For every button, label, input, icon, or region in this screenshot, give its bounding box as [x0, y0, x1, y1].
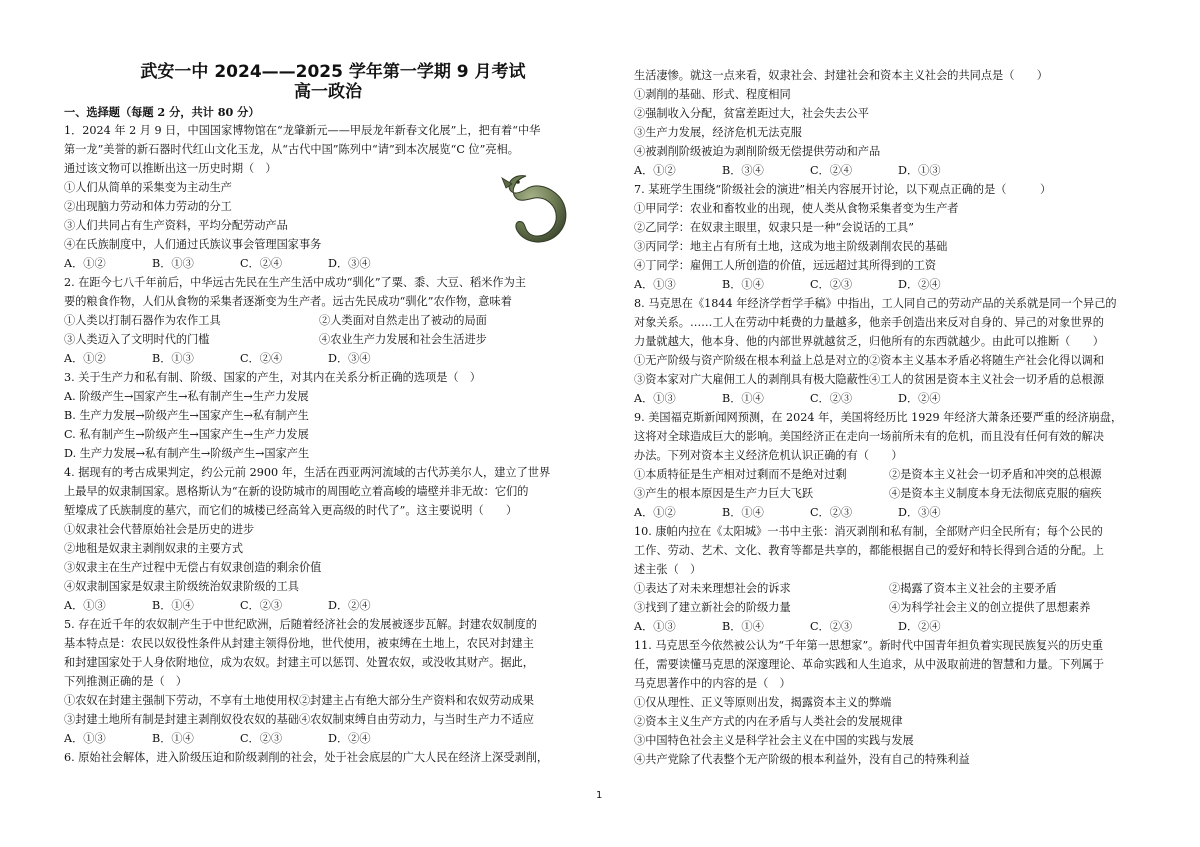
question-line: ③丙同学：地主占有所有土地，这成为地主阶级剥削农民的基础 [634, 240, 948, 253]
answer-option: D．①③ [898, 164, 941, 177]
section-heading: 一、选择题（每题 2 分，共计 80 分） [64, 105, 260, 119]
statement-item: ③产生的根本原因是生产力巨大飞跃 [634, 487, 814, 500]
statement-item: ①人类以打制石器作为农作工具 [64, 314, 221, 327]
answer-option: D．③④ [898, 506, 941, 519]
answer-option: C．②③ [240, 599, 283, 612]
answer-options [634, 617, 1162, 636]
question-line: 通过该文物可以推断出这一历史时期（ ） [64, 162, 277, 175]
answer-option: D．③④ [328, 257, 371, 270]
question-line: ③封建土地所有制是封建主剥削奴役农奴的基础④农奴制束缚自由劳动力，与当时生产力不适应 [64, 713, 534, 726]
answer-option: C．②③ [810, 620, 853, 633]
answer-option: A．①② [64, 257, 106, 270]
question-line: ④在氏族制度中，人们通过氏族议事会管理国家事务 [64, 238, 322, 251]
question-line: 这将对全球造成巨大的影响。美国经济正在走向一场前所未有的危机，而且没有任何有效的解决 [634, 430, 1104, 443]
question-line: 和封建国家处于人身依附地位，成为农奴。封建主可以惩罚、处置农奴，或没收其财产。据此， [64, 656, 534, 669]
question-line: ③中国特色社会主义是科学社会主义在中国的实践与发展 [634, 734, 914, 747]
answer-option: A．①③ [64, 732, 106, 745]
question-line: 下列推测正确的是（ ） [64, 675, 188, 688]
answer-option: A．①③ [634, 392, 676, 405]
statement-item: ④农业生产力发展和社会生活进步 [319, 333, 487, 346]
answer-option: A．①② [634, 164, 676, 177]
question-line: 6. 原始社会解体，进入阶级压迫和阶级剥削的社会，处于社会底层的广大人民在经济上深受剥削， [64, 751, 549, 764]
statement-pair [634, 484, 1162, 503]
question-line: 11. 马克思至今依然被公认为“千年第一思想家”。新时代中国青年担负着实现民族复兴的历史重 [634, 639, 1104, 652]
statement-pair [64, 311, 592, 330]
question-line: ③资本家对广大雇佣工人的剥削具有极大隐蔽性④工人的贫困是资本主义社会一切矛盾的总根源 [634, 373, 1104, 386]
question-line: ④共产党除了代表整个无产阶级的根本利益外，没有自己的特殊利益 [634, 753, 970, 766]
answer-option: C．②③ [810, 392, 853, 405]
right-question-body [634, 66, 1162, 769]
answer-option: C．②④ [240, 352, 283, 365]
question-line: 第一龙”美誉的新石器时代红山文化玉龙，从“古代中国”陈列中“请”到本次展览“C 位”亮相。 [64, 143, 519, 156]
question-line: ①仅从理性、正义等原则出发，揭露资本主义的弊端 [634, 696, 892, 709]
statement-item: ②是资本主义社会一切矛盾和冲突的总根源 [889, 468, 1102, 481]
statement-item: ①表达了对未来理想社会的诉求 [634, 582, 791, 595]
statement-item: ④为科学社会主义的创立提供了思想素养 [889, 601, 1091, 614]
statement-item: ③找到了建立新社会的阶级力量 [634, 601, 791, 614]
question-line: 力量就越大，他本身、他的内部世界就越贫乏，归他所有的东西就越少。由此可以推断（ ） [634, 335, 1104, 348]
answer-option: B．①④ [722, 278, 764, 291]
answer-option: A．①② [64, 352, 106, 365]
question-line: ③人们共同占有生产资料，平均分配劳动产品 [64, 219, 288, 232]
question-line: ②出现脑力劳动和体力劳动的分工 [64, 200, 232, 213]
statement-item: ②人类面对自然走出了被动的局面 [319, 314, 487, 327]
answer-options [64, 729, 592, 748]
question-line: ①剥削的基础、形式、程度相同 [634, 88, 791, 101]
question-line: ③奴隶主在生产过程中无偿占有奴隶创造的剩余价值 [64, 561, 322, 574]
statement-item: ②揭露了资本主义社会的主要矛盾 [889, 582, 1057, 595]
question-line: 要的粮食作物，人们从食物的采集者逐渐变为生产者。远古先民成功“驯化”农作物，意味着 [64, 295, 512, 308]
right-column [634, 66, 1162, 769]
answer-options [634, 389, 1162, 408]
exam-title: 武安一中 2024——2025 学年第一学期 9 月考试 [140, 62, 526, 82]
answer-option: D．②④ [898, 620, 941, 633]
answer-option: D．②④ [898, 392, 941, 405]
answer-options [634, 161, 1162, 180]
question-line: 工作、劳动、艺术、文化、教育等都是共享的，都能根据自己的爱好和特长得到合适的分配。上 [634, 544, 1104, 557]
answer-options [64, 349, 592, 368]
question-line: ②资本主义生产方式的内在矛盾与人类社会的发展规律 [634, 715, 903, 728]
question-line: 5. 存在近千年的农奴制产生于中世纪欧洲，后随着经济社会的发展被逐步瓦解。封建农奴制度的 [64, 618, 537, 631]
answer-option: D．②④ [328, 599, 371, 612]
question-line: ①甲同学：农业和畜牧业的出现，使人类从食物采集者变为生产者 [634, 202, 959, 215]
question-line: 9. 美国福克斯新闻网预测，在 2024 年，美国将经历比 1929 年经济大萧条还要严重的经济崩盘， [634, 411, 1123, 424]
question-line: 基本特点是：农民以奴役性条件从封建主领得份地，世代使用，被束缚在土地上，农民对封建主 [64, 637, 534, 650]
question-line: 马克思著作中的内容的是（ ） [634, 677, 791, 690]
answer-option: C．②④ [240, 257, 283, 270]
question-line: C. 私有制产生→阶级产生→国家产生→生产力发展 [64, 428, 309, 441]
exam-subtitle: 高一政治 [294, 82, 362, 102]
question-line: 办法。下列对资本主义经济危机认识正确的有（ ） [634, 449, 903, 462]
statement-pair [634, 579, 1162, 598]
question-line: 8. 马克思在《1844 年经济学哲学手稿》中指出，工人同自己的劳动产品的关系就是同一个异己的 [634, 297, 1117, 310]
answer-option: B．①④ [152, 732, 194, 745]
question-line: 任，需要读懂马克思的深邃理论、革命实践和人生追求，从中汲取前进的智慧和力量。下列属于 [634, 658, 1104, 671]
statement-pair [64, 330, 592, 349]
question-line: ③生产力发展，经济危机无法克服 [634, 126, 802, 139]
question-line: ②乙同学：在奴隶主眼里，奴隶只是一种“会说话的工具” [634, 221, 914, 234]
question-line: ①无产阶级与资产阶级在根本利益上总是对立的②资本主义基本矛盾必将随生产社会化得以调和 [634, 354, 1104, 367]
question-line: A. 阶级产生→国家产生→私有制产生→生产力发展 [64, 390, 309, 403]
answer-option: B．①④ [722, 620, 764, 633]
question-line: ①奴隶社会代替原始社会是历史的进步 [64, 523, 255, 536]
answer-option: A．①③ [634, 620, 676, 633]
question-line: B. 生产力发展→阶级产生→国家产生→私有制产生 [64, 409, 309, 422]
question-line: 4. 据现有的考古成果判定，约公元前 2900 年，生活在西亚两河流域的古代苏美尔人，建立了世界 [64, 466, 551, 479]
question-line: ②地租是奴隶主剥削奴隶的主要方式 [64, 542, 244, 555]
question-line: 生活凄惨。就这一点来看，奴隶社会、封建社会和资本主义社会的共同点是（ ） [634, 69, 1048, 82]
answer-option: B．①③ [152, 257, 194, 270]
question-line: ①人们从简单的采集变为主动生产 [64, 181, 232, 194]
question-line: 1．2024 年 2 月 9 日，中国国家博物馆在“龙肇新元——甲辰龙年新春文化展”上，把有着“中华 [64, 124, 541, 137]
question-line: 堑壕成了氏族制度的墓穴，而它们的城楼已经高耸入更高级的时代了”。这主要说明（ ） [64, 504, 518, 517]
answer-options [64, 254, 592, 273]
question-line: 7. 某班学生围绕“阶级社会的演进”相关内容展开讨论，以下观点正确的是（ ） [634, 183, 1052, 196]
answer-option: C．②③ [810, 278, 853, 291]
answer-option: D．②④ [898, 278, 941, 291]
question-line: 2. 在距今七八千年前后，中华远古先民在生产生活中成功“驯化”了粟、黍、大豆、稻米作为主 [64, 276, 526, 289]
statement-item: ④是资本主义制度本身无法彻底克服的痼疾 [889, 487, 1102, 500]
question-line: ①农奴在封建主强制下劳动，不享有土地使用权②封建主占有绝大部分生产资料和农奴劳动成果 [64, 694, 534, 707]
answer-options [64, 596, 592, 615]
answer-option: B．①③ [152, 352, 194, 365]
jade-dragon-image [496, 166, 582, 252]
question-line: ④奴隶制国家是奴隶主阶级统治奴隶阶级的工具 [64, 580, 299, 593]
question-line: 10. 康帕内拉在《太阳城》一书中主张：消灭剥削和私有制，全部财产归全民所有；每个公民的 [634, 525, 1103, 538]
statement-pair [634, 598, 1162, 617]
answer-option: B．③④ [722, 164, 764, 177]
question-line: ④丁同学：雇佣工人所创造的价值，远远超过其所得到的工资 [634, 259, 937, 272]
answer-option: D．②④ [328, 732, 371, 745]
question-line: D. 生产力发展→私有制产生→阶级产生→国家产生 [64, 447, 310, 460]
answer-option: B．①④ [722, 392, 764, 405]
answer-option: A．①③ [634, 278, 676, 291]
statement-item: ③人类迈入了文明时代的门槛 [64, 333, 210, 346]
answer-option: C．②③ [240, 732, 283, 745]
question-line: ④被剥削阶级被迫为剥削阶级无偿提供劳动和产品 [634, 145, 881, 158]
answer-option: D．③④ [328, 352, 371, 365]
statement-item: ①本质特征是生产相对过剩而不是绝对过剩 [634, 468, 847, 481]
answer-option: A．①③ [64, 599, 106, 612]
statement-pair [634, 465, 1162, 484]
page-number: 1 [596, 790, 603, 801]
answer-option: B．①④ [152, 599, 194, 612]
question-line: 上最早的奴隶制国家。恩格斯认为“在新的设防城市的周围屹立着高峻的墙壁并非无故：它们的 [64, 485, 529, 498]
answer-option: B．①④ [722, 506, 764, 519]
answer-options [634, 275, 1162, 294]
answer-option: C．②④ [810, 164, 853, 177]
answer-option: C．②③ [810, 506, 853, 519]
question-line: 3. 关于生产力和私有制、阶级、国家的产生，对其内在关系分析正确的选项是（ ） [64, 371, 481, 384]
answer-options [634, 503, 1162, 522]
question-line: 对象关系。……工人在劳动中耗费的力量越多，他亲手创造出来反对自身的、异己的对象世界的 [634, 316, 1104, 329]
question-line: ②强制收入分配，贫富差距过大，社会失去公平 [634, 107, 869, 120]
question-line: 述主张（ ） [634, 563, 702, 576]
answer-option: A．①② [634, 506, 676, 519]
